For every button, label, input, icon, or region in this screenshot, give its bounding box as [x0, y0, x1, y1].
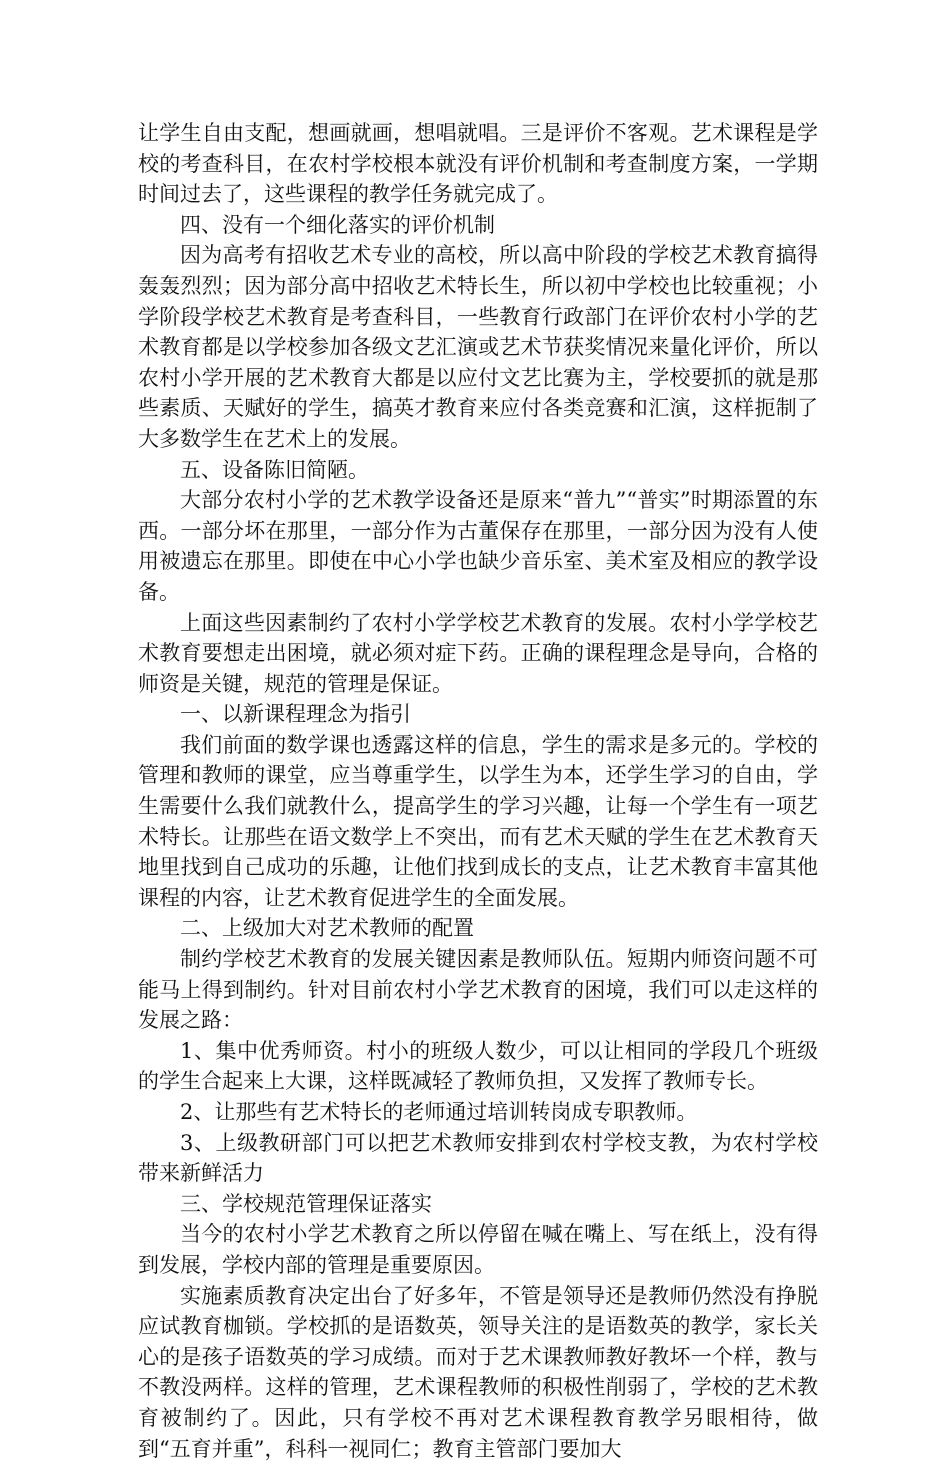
list-item: 3、上级教研部门可以把艺术教师安排到农村学校支教，为农村学校带来新鲜活力 — [138, 1130, 818, 1186]
body-paragraph: 制约学校艺术教育的发展关键因素是教师队伍。短期内师资问题不可能马上得到制约。针对目前农村小学艺术教育的困境，我们可以走这样的发展之路： — [138, 947, 818, 1033]
section-heading: 一、以新课程理念为指引 — [180, 702, 411, 727]
document-page — [138, 118, 818, 1464]
section-heading: 三、学校规范管理保证落实 — [180, 1191, 432, 1216]
body-paragraph: 因为高考有招收艺术专业的高校，所以高中阶段的学校艺术教育搞得轰轰烈烈；因为部分高中招收艺术特长生，所以初中学校也比较重视；小学阶段学校艺术教育是考查科目，一些教育行政部门在评价农村小学的艺术教育都是以学校参加各级文艺汇演或艺术节获奖情况来量化评价，所以农村小学开展的艺术教育大都是以应付文艺比赛为主，学校要抓的就是那些素质、天赋好的学生，搞英才教育来应付各类竞赛和汇演，这样扼制了大多数学生在艺术上的发展。 — [138, 243, 818, 451]
body-paragraph: 大部分农村小学的艺术教学设备还是原来“普九”“普实”时期添置的东西。一部分坏在那里，一部分作为古董保存在那里，一部分因为没有人使用被遗忘在那里。即使在中心小学也缺少音乐室、美术室及相应的教学设备。 — [138, 488, 818, 604]
list-item: 2、让那些有艺术特长的老师通过培训转岗成专职教师。 — [180, 1100, 698, 1124]
body-paragraph: 我们前面的数学课也透露这样的信息，学生的需求是多元的。学校的管理和教师的课堂，应当尊重学生，以学生为本，还学生学习的自由，学生需要什么我们就教什么，提高学生的学习兴趣，让每一个学生有一项艺术特长。让那些在语文数学上不突出，而有艺术天赋的学生在艺术教育天地里找到自己成功的乐趣，让他们找到成长的支点，让艺术教育丰富其他课程的内容，让艺术教育促进学生的全面发展。 — [138, 732, 818, 910]
list-item: 1、集中优秀师资。村小的班级人数少，可以让相同的学段几个班级的学生合起来上大课，这样既减轻了教师负担，又发挥了教师专长。 — [138, 1038, 818, 1094]
body-paragraph: 让学生自由支配，想画就画，想唱就唱。三是评价不客观。艺术课程是学校的考查科目，在农村学校根本就没有评价机制和考查制度方案，一学期时间过去了，这些课程的教学任务就完成了。 — [138, 121, 818, 207]
body-paragraph: 实施素质教育决定出台了好多年，不管是领导还是教师仍然没有挣脱应试教育枷锁。学校抓的是语数英，领导关注的是语数英的教学，家长关心的是孩子语数英的学习成绩。而对于艺术课教师教好教坏一个样，教与不教没两样。这样的管理，艺术课程教师的积极性削弱了，学校的艺术教育被制约了。因此，只有学校不再对艺术课程教育教学另眼相待，做到“五育并重”，科科一视同仁；教育主管部门要加大 — [138, 1283, 818, 1461]
section-heading: 二、上级加大对艺术教师的配置 — [180, 916, 474, 941]
section-heading: 五、设备陈旧简陋。 — [180, 457, 369, 482]
body-paragraph: 上面这些因素制约了农村小学学校艺术教育的发展。农村小学学校艺术教育要想走出困境，就必须对症下药。正确的课程理念是导向，合格的师资是关键，规范的管理是保证。 — [138, 610, 818, 696]
body-paragraph: 当今的农村小学艺术教育之所以停留在喊在嘴上、写在纸上，没有得到发展，学校内部的管理是重要原因。 — [138, 1222, 818, 1277]
section-heading: 四、没有一个细化落实的评价机制 — [180, 212, 495, 237]
